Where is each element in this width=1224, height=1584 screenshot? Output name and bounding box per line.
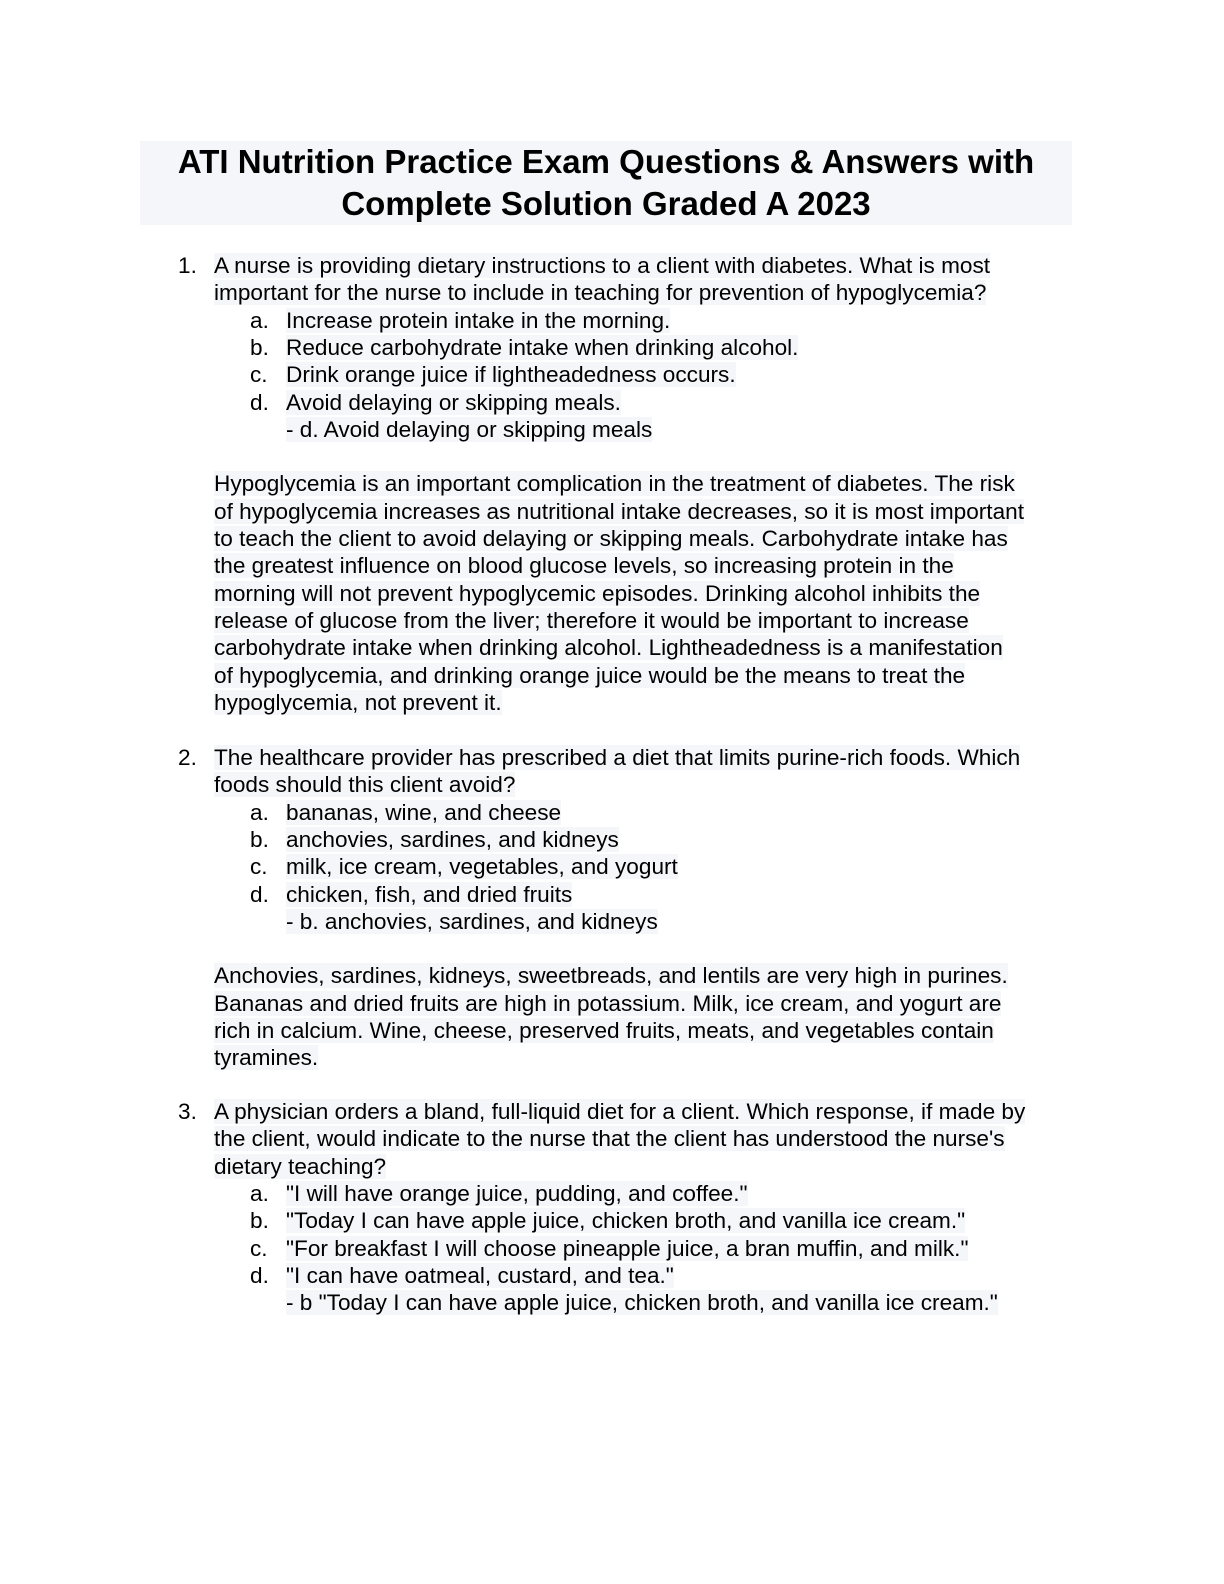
option-text: Reduce carbohydrate intake when drinking alcohol. <box>286 334 799 360</box>
option-text: bananas, wine, and cheese <box>286 799 562 825</box>
question-stem-line: A nurse is providing dietary instructions to a client with diabetes. What is most <box>214 253 991 278</box>
option-text: "I will have orange juice, pudding, and coffee." <box>286 1180 748 1206</box>
option-text: Increase protein intake in the morning. <box>286 307 671 333</box>
rationale-line: rich in calcium. Wine, cheese, preserved fruits, meats, and vegetables contain <box>214 1018 994 1043</box>
option-letter: c. <box>250 362 268 388</box>
option-letter: b. <box>250 1208 269 1234</box>
rationale-line: Bananas and dried fruits are high in potassium. Milk, ice cream, and yogurt are <box>214 990 1002 1016</box>
option-text: "For breakfast I will choose pineapple juice, a bran muffin, and milk." <box>286 1235 969 1261</box>
option-letter: d. <box>250 881 269 907</box>
rationale-line: the greatest influence on blood glucose levels, so increasing protein in the <box>214 553 954 579</box>
title-line-2: Complete Solution Graded A 2023 <box>341 185 871 222</box>
option-letter: c. <box>250 1235 268 1261</box>
option-text: chicken, fish, and dried fruits <box>286 881 573 907</box>
document-title <box>140 141 1072 225</box>
rationale-line: Anchovies, sardines, kidneys, sweetbreads, and lentils are very high in purines. <box>214 963 1008 989</box>
answer-line: - b. anchovies, sardines, and kidneys <box>286 908 658 934</box>
option-letter: b. <box>250 826 269 852</box>
rationale-line: of hypoglycemia, and drinking orange juice would be the means to treat the <box>214 662 966 688</box>
option-letter: a. <box>250 307 269 333</box>
question-number: 3. <box>178 1099 197 1124</box>
rationale-line: hypoglycemia, not prevent it. <box>214 689 502 715</box>
option-text: "I can have oatmeal, custard, and tea." <box>286 1262 674 1288</box>
answer-line: - d. Avoid delaying or skipping meals <box>286 416 653 442</box>
option-letter: b. <box>250 334 269 360</box>
option-letter: c. <box>250 854 268 880</box>
question-stem-line: The healthcare provider has prescribed a diet that limits purine-rich foods. Which <box>214 745 1021 770</box>
title-line-1: ATI Nutrition Practice Exam Questions & Answers with <box>177 143 1035 180</box>
rationale-line: Hypoglycemia is an important complication in the treatment of diabetes. The risk <box>214 471 1015 497</box>
option-letter: a. <box>250 799 269 825</box>
question-stem-line: important for the nurse to include in teaching for prevention of hypoglycemia? <box>214 280 987 306</box>
option-text: Drink orange juice if lightheadedness occurs. <box>286 362 736 388</box>
option-text: milk, ice cream, vegetables, and yogurt <box>286 854 678 880</box>
rationale-line: carbohydrate intake when drinking alcohol. Lightheadedness is a manifestation <box>214 635 1003 661</box>
option-text: "Today I can have apple juice, chicken broth, and vanilla ice cream." <box>286 1208 966 1234</box>
question-stem-line: the client, would indicate to the nurse that the client has understood the nurse's <box>214 1126 1005 1152</box>
rationale-line: tyramines. <box>214 1045 319 1071</box>
rationale-line: to teach the client to avoid delaying or skipping meals. Carbohydrate intake has <box>214 526 1008 551</box>
rationale-line: morning will not prevent hypoglycemic episodes. Drinking alcohol inhibits the <box>214 580 981 606</box>
answer-line: - b "Today I can have apple juice, chicken broth, and vanilla ice cream." <box>286 1290 998 1316</box>
question-stem-line: foods should this client avoid? <box>214 772 516 798</box>
rationale-line: of hypoglycemia increases as nutritional intake decreases, so it is most important <box>214 498 1024 524</box>
option-text: anchovies, sardines, and kidneys <box>286 826 619 852</box>
rationale-line: release of glucose from the liver; therefore it would be important to increase <box>214 607 969 633</box>
question-stem-line: dietary teaching? <box>214 1153 387 1179</box>
option-letter: a. <box>250 1180 269 1206</box>
option-letter: d. <box>250 389 269 415</box>
option-letter: d. <box>250 1262 269 1288</box>
question-number: 2. <box>178 745 197 770</box>
question-number: 1. <box>178 253 197 278</box>
question-stem-line: A physician orders a bland, full-liquid diet for a client. Which response, if made by <box>214 1099 1026 1124</box>
option-text: Avoid delaying or skipping meals. <box>286 389 621 415</box>
